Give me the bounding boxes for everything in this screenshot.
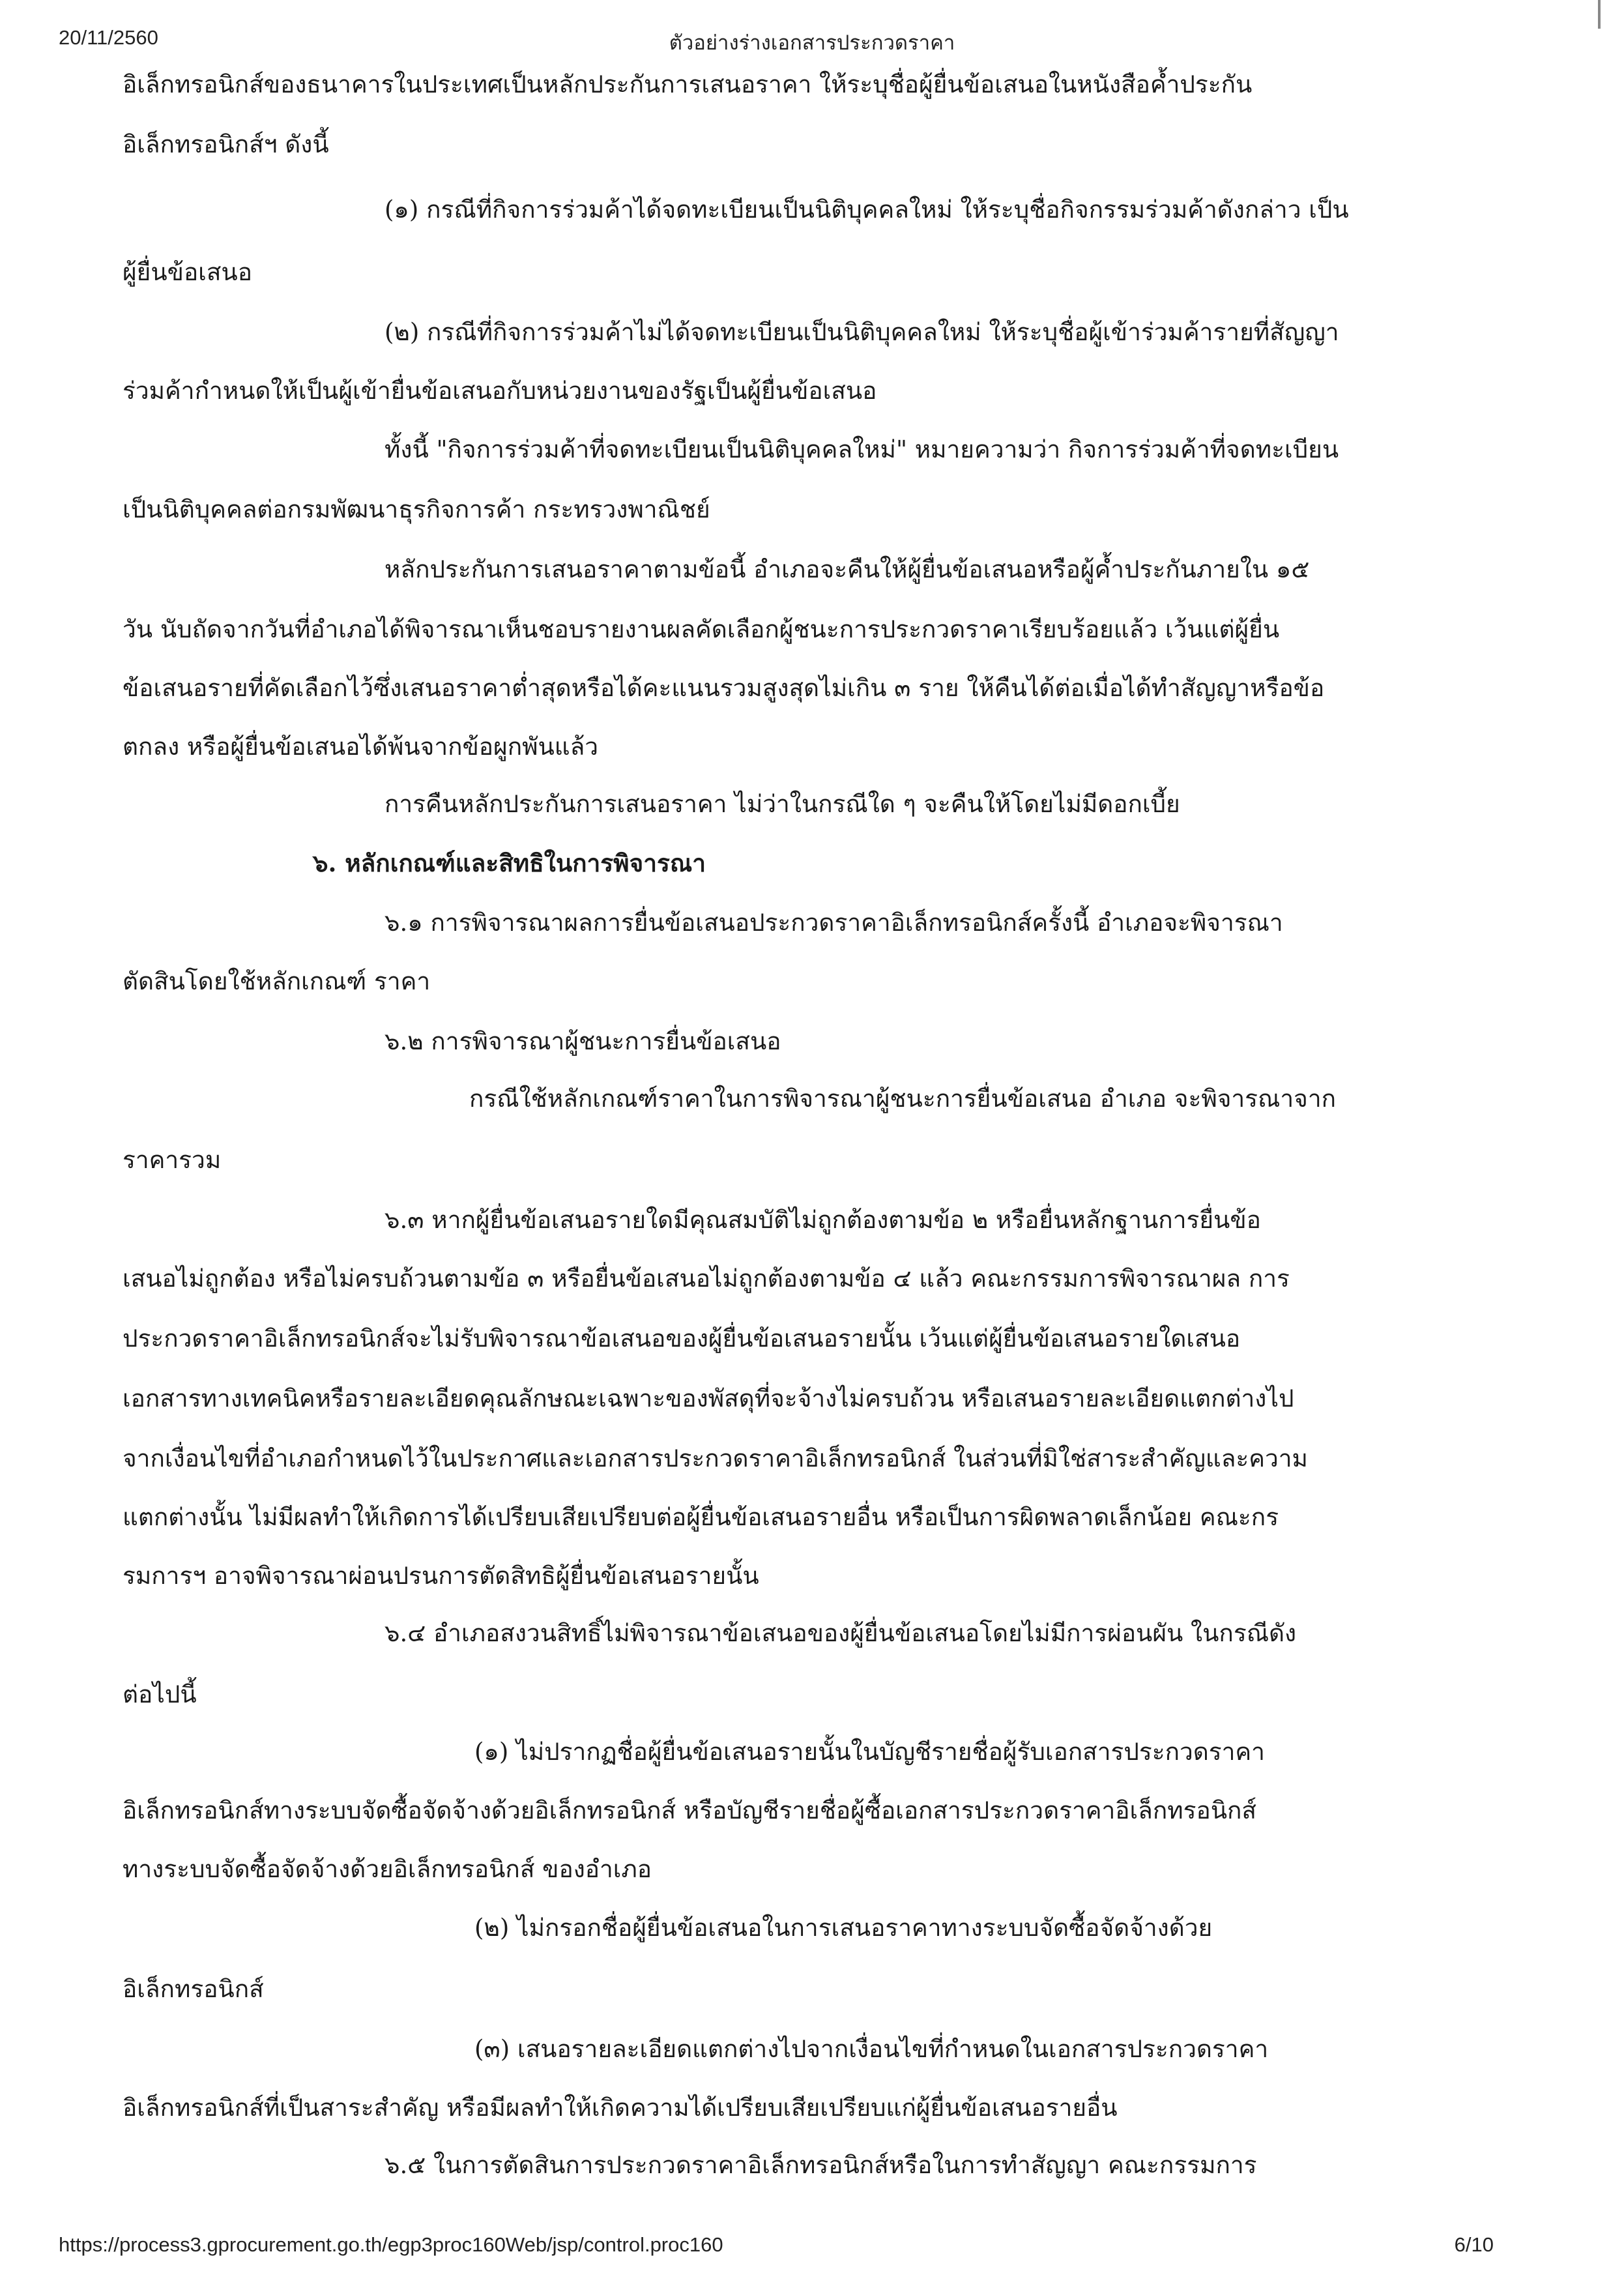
header-title: ตัวอย่างร่างเอกสารประกวดราคา xyxy=(669,31,955,54)
body-line: ต่อไปนี้ xyxy=(123,1680,197,1708)
body-line: ๖.๓ หากผู้ยื่นข้อเสนอรายใดมีคุณสมบัติไม่ถูกต้องตามข้อ ๒ หรือยื่นหลักฐานการยื่นข้อ xyxy=(384,1206,1261,1234)
footer-page-number: 6/10 xyxy=(1454,2233,1494,2256)
body-line: จากเงื่อนไขที่อำเภอกำหนดไว้ในประกาศและเอกสารประกวดราคาอิเล็กทรอนิกส์ ในส่วนที่มิใช่สาระสำคัญและความ xyxy=(123,1444,1308,1472)
body-line: (๓) เสนอรายละเอียดแตกต่างไปจากเงื่อนไขที่กำหนดในเอกสารประกวดราคา xyxy=(474,2035,1269,2063)
body-line: ตัดสินโดยใช้หลักเกณฑ์ ราคา xyxy=(123,967,431,995)
body-line: เอกสารทางเทคนิคหรือรายละเอียดคุณลักษณะเฉพาะของพัสดุที่จะจ้างไม่ครบถ้วน หรือเสนอรายละเอียดแตกต่างไป xyxy=(123,1384,1294,1413)
body-line: ราคารวม xyxy=(123,1146,222,1174)
body-line: ทั้งนี้ "กิจการร่วมค้าที่จดทะเบียนเป็นนิติบุคคลใหม่" หมายความว่า กิจการร่วมค้าที่จดทะเบียน xyxy=(384,435,1339,463)
body-line: อิเล็กทรอนิกส์ที่เป็นสาระสำคัญ หรือมีผลทำให้เกิดความได้เปรียบเสียเปรียบแก่ผู้ยื่นข้อเสนอรายอื่น xyxy=(123,2094,1118,2122)
body-line: ๖.๔ อำเภอสงวนสิทธิ์ไม่พิจารณาข้อเสนอของผู้ยื่นข้อเสนอโดยไม่มีการผ่อนผัน ในกรณีดัง xyxy=(384,1619,1297,1647)
body-line: ร่วมค้ากำหนดให้เป็นผู้เข้ายื่นข้อเสนอกับหน่วยงานของรัฐเป็นผู้ยื่นข้อเสนอ xyxy=(123,377,877,405)
body-line: ๖.๑ การพิจารณาผลการยื่นข้อเสนอประกวดราคาอิเล็กทรอนิกส์ครั้งนี้ อำเภอจะพิจารณา xyxy=(384,909,1283,937)
body-line: รมการฯ อาจพิจารณาผ่อนปรนการตัดสิทธิผู้ยื่นข้อเสนอรายนั้น xyxy=(123,1562,759,1590)
scan-edge-mark xyxy=(1598,0,1601,29)
body-line: แตกต่างนั้น ไม่มีผลทำให้เกิดการได้เปรียบเสียเปรียบต่อผู้ยื่นข้อเสนอรายอื่น หรือเป็นการผิดพลาดเล็กน้อย คณะกร xyxy=(123,1503,1279,1531)
body-line: ๖.๕ ในการตัดสินการประกวดราคาอิเล็กทรอนิกส์หรือในการทำสัญญา คณะกรรมการ xyxy=(384,2151,1257,2179)
header-date: 20/11/2560 xyxy=(59,26,158,49)
body-line: กรณีใช้หลักเกณฑ์ราคาในการพิจารณาผู้ชนะการยื่นข้อเสนอ อำเภอ จะพิจารณาจาก xyxy=(469,1085,1336,1113)
body-line: (๑) กรณีที่กิจการร่วมค้าได้จดทะเบียนเป็นนิติบุคคลใหม่ ให้ระบุชื่อกิจกรรมร่วมค้าดังกล่าว เป็น xyxy=(384,196,1349,224)
body-line: อิเล็กทรอนิกส์ของธนาคารในประเทศเป็นหลักประกันการเสนอราคา ให้ระบุชื่อผู้ยื่นข้อเสนอในหนังสือค้ำประกัน xyxy=(123,70,1253,98)
body-line: การคืนหลักประกันการเสนอราคา ไม่ว่าในกรณีใด ๆ จะคืนให้โดยไม่มีดอกเบี้ย xyxy=(384,790,1180,818)
body-line: (๑) ไม่ปรากฏชื่อผู้ยื่นข้อเสนอรายนั้นในบัญชีรายชื่อผู้รับเอกสารประกวดราคา xyxy=(474,1738,1265,1766)
footer-url: https://process3.gprocurement.go.th/egp3proc160Web/jsp/control.proc160 xyxy=(59,2233,723,2256)
body-line: ๖.๒ การพิจารณาผู้ชนะการยื่นข้อเสนอ xyxy=(384,1027,781,1055)
body-line: เสนอไม่ถูกต้อง หรือไม่ครบถ้วนตามข้อ ๓ หรือยื่นข้อเสนอไม่ถูกต้องตามข้อ ๔ แล้ว คณะกรรมการพิจารณาผล การ xyxy=(123,1265,1290,1293)
body-line: เป็นนิติบุคคลต่อกรมพัฒนาธุรกิจการค้า กระทรวงพาณิชย์ xyxy=(123,495,710,523)
body-line: ประกวดราคาอิเล็กทรอนิกส์จะไม่รับพิจารณาข้อเสนอของผู้ยื่นข้อเสนอรายนั้น เว้นแต่ผู้ยื่นข้อเสนอรายใดเสนอ xyxy=(123,1325,1241,1353)
body-line: อิเล็กทรอนิกส์ xyxy=(123,1975,264,2003)
body-line: (๒) กรณีที่กิจการร่วมค้าไม่ได้จดทะเบียนเป็นนิติบุคคลใหม่ ให้ระบุชื่อผู้เข้าร่วมค้ารายที่สัญญา xyxy=(384,318,1339,346)
body-line: ทางระบบจัดซื้อจัดจ้างด้วยอิเล็กทรอนิกส์ ของอำเภอ xyxy=(123,1855,652,1883)
section-heading: ๖. หลักเกณฑ์และสิทธิในการพิจารณา xyxy=(313,849,706,877)
body-line: วัน นับถัดจากวันที่อำเภอได้พิจารณาเห็นชอบรายงานผลคัดเลือกผู้ชนะการประกวดราคาเรียบร้อยแล้ว เว้นแต่ผู้ยื่น xyxy=(123,615,1280,643)
body-line: หลักประกันการเสนอราคาตามข้อนี้ อำเภอจะคืนให้ผู้ยื่นข้อเสนอหรือผู้ค้ำประกันภายใน ๑๕ xyxy=(384,555,1310,583)
body-line: (๒) ไม่กรอกชื่อผู้ยื่นข้อเสนอในการเสนอราคาทางระบบจัดซื้อจัดจ้างด้วย xyxy=(474,1914,1213,1942)
body-line: ข้อเสนอรายที่คัดเลือกไว้ซึ่งเสนอราคาต่ำสุดหรือได้คะแนนรวมสูงสุดไม่เกิน ๓ ราย ให้คืนได้ต่อเมื่อได้ทำสัญญาหรือข้อ xyxy=(123,674,1325,702)
body-line: ตกลง หรือผู้ยื่นข้อเสนอได้พ้นจากข้อผูกพันแล้ว xyxy=(123,733,599,761)
body-line: อิเล็กทรอนิกส์ทางระบบจัดซื้อจัดจ้างด้วยอิเล็กทรอนิกส์ หรือบัญชีรายชื่อผู้ซื้อเอกสารประกวดราคาอิเล็กทรอนิกส์ xyxy=(123,1796,1256,1824)
body-line: ผู้ยื่นข้อเสนอ xyxy=(123,258,252,286)
body-line: อิเล็กทรอนิกส์ฯ ดังนี้ xyxy=(123,130,329,158)
